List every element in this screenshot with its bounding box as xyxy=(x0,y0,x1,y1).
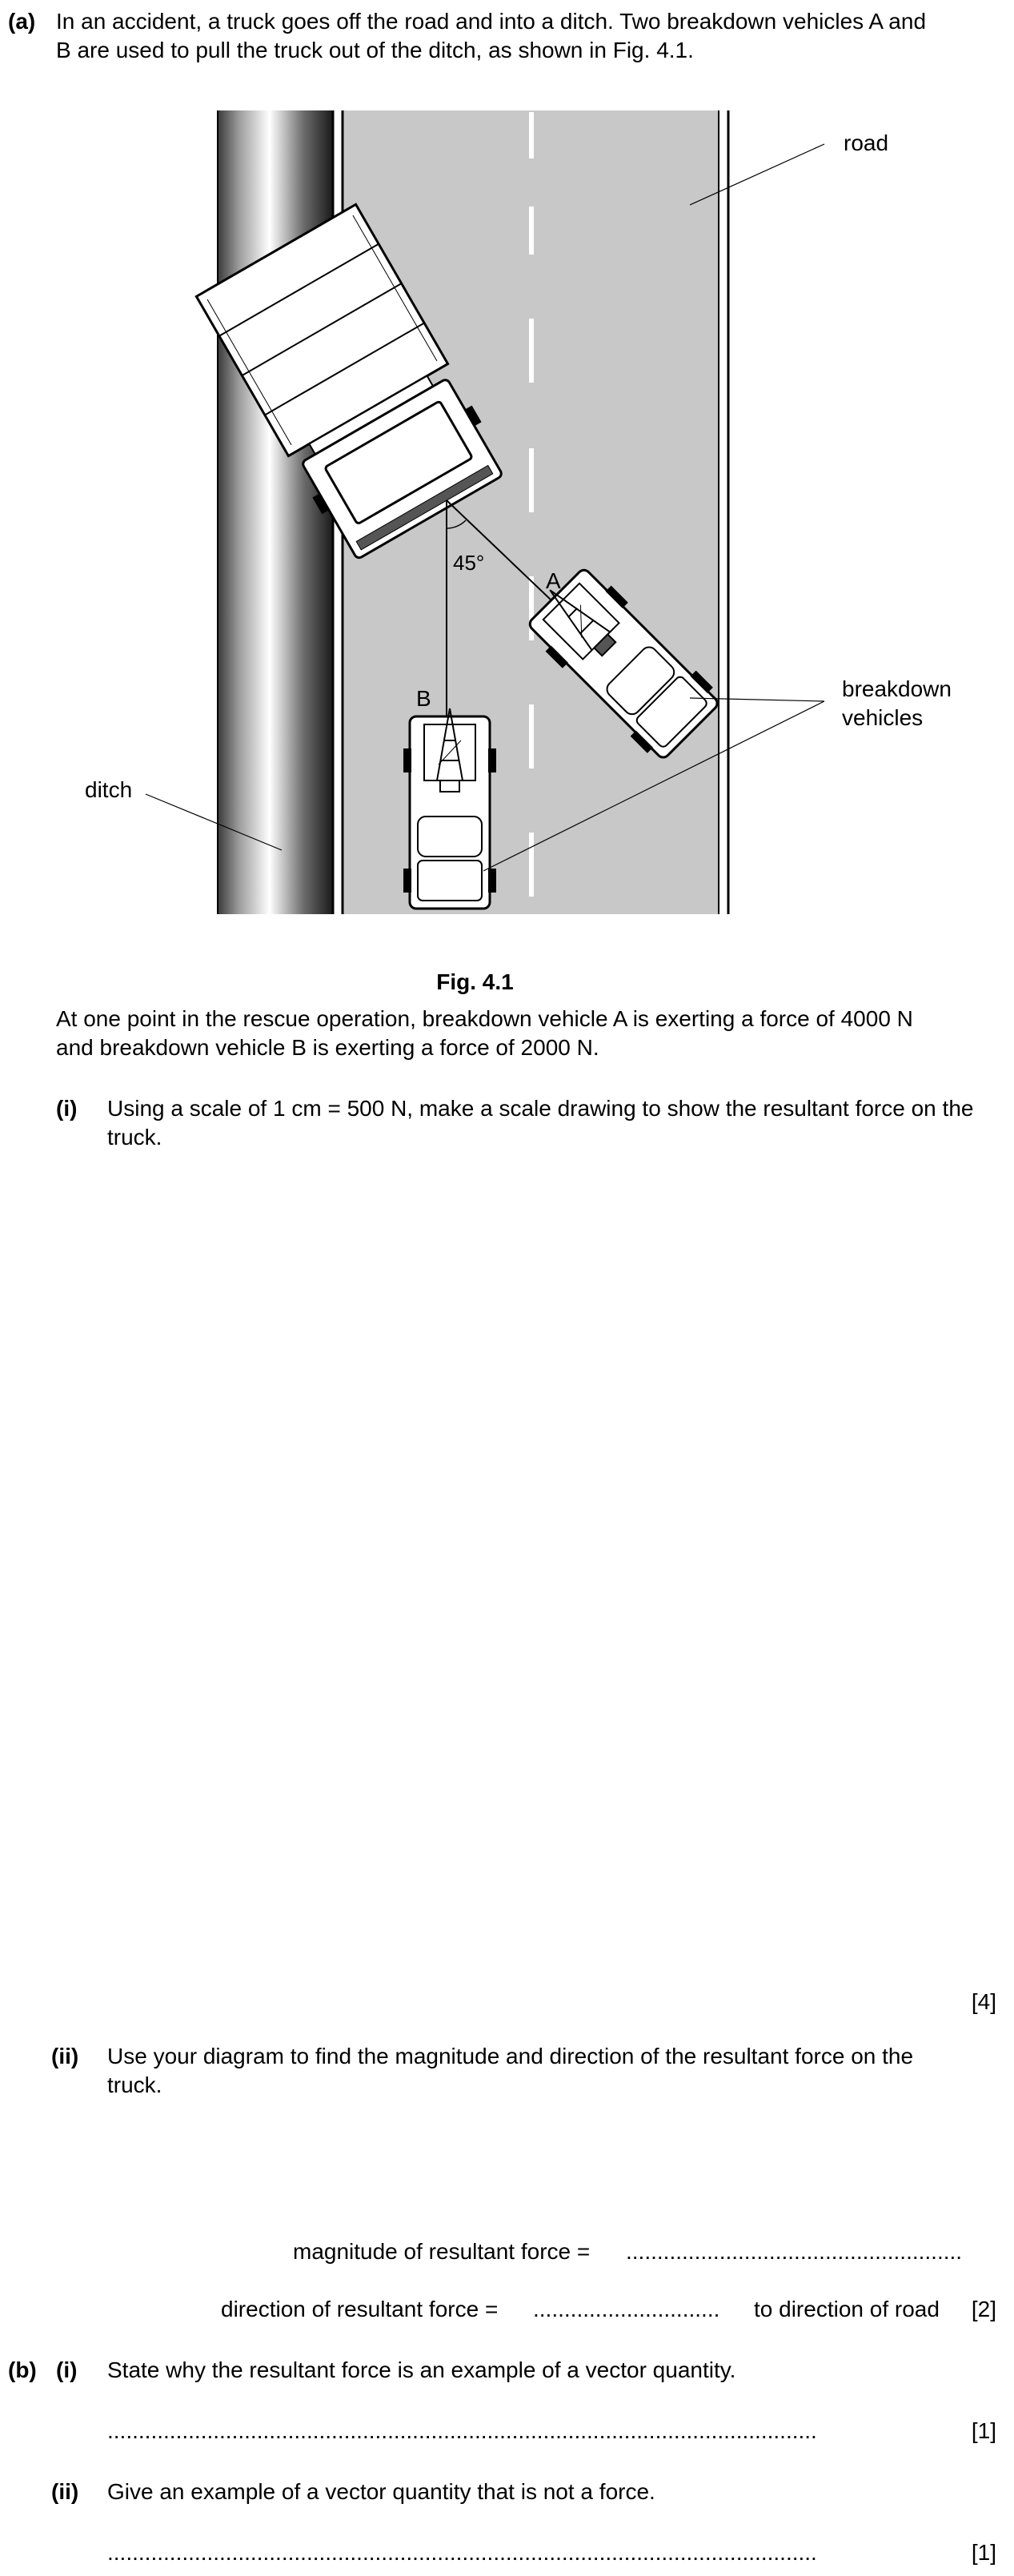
intro-line-2: B are used to pull the truck out of the ditch, as shown in Fig. 4.1. xyxy=(56,38,694,62)
q-a-i-marks: [4] xyxy=(971,1989,996,2014)
part-a-label: (a) xyxy=(8,9,36,34)
q-b-ii-text: Give an example of a vector quantity that is not a force. xyxy=(107,2479,655,2504)
road-label: road xyxy=(844,130,889,155)
q-a-i-line-1: Using a scale of 1 cm = 500 N, make a scale drawing to show the resultant force on the xyxy=(107,1096,974,1121)
q-a-ii-line-2: truck. xyxy=(107,2072,162,2097)
q-a-ii-label: (ii) xyxy=(51,2044,79,2068)
breakdown-label-2: vehicles xyxy=(842,705,924,730)
q-a-i-line-2: truck. xyxy=(107,1125,162,1150)
ditch-label: ditch xyxy=(85,777,133,802)
force-line-2: and breakdown vehicle B is exerting a force of 2000 N. xyxy=(56,1035,599,1060)
figure-caption: Fig. 4.1 xyxy=(436,969,514,994)
force-line-1: At one point in the rescue operation, breakdown vehicle A is exerting a force of 4000 N xyxy=(56,1006,913,1031)
magnitude-label: magnitude of resultant force = xyxy=(293,2239,591,2264)
q-b-ii-label: (ii) xyxy=(51,2479,79,2504)
q-b-i-marks: [1] xyxy=(971,2418,996,2443)
q-b-i-text: State why the resultant force is an example of a vector quantity. xyxy=(107,2357,736,2382)
figure-4-1 xyxy=(0,0,1014,993)
direction-label: direction of resultant force = xyxy=(221,2297,499,2321)
angle-label: 45° xyxy=(453,551,485,575)
direction-answer-line[interactable]: .............................. xyxy=(533,2297,720,2321)
direction-suffix: to direction of road xyxy=(754,2297,940,2321)
q-a-ii-line-1: Use your diagram to find the magnitude and direction of the resultant force on the xyxy=(107,2044,914,2068)
q-b-ii-answer-line[interactable]: .................................................................................................................. xyxy=(107,2540,817,2565)
part-b-label: (b) xyxy=(8,2357,37,2382)
vehicle-a-label: A xyxy=(546,568,561,593)
vehicle-b-label: B xyxy=(416,686,431,711)
q-a-i-label: (i) xyxy=(56,1096,78,1121)
q-a-ii-marks: [2] xyxy=(971,2297,996,2321)
q-b-ii-marks: [1] xyxy=(971,2540,996,2565)
q-b-i-answer-line[interactable]: .................................................................................................................. xyxy=(107,2418,817,2443)
vehicle-b xyxy=(403,708,496,909)
magnitude-answer-line[interactable]: ...................................................... xyxy=(626,2239,963,2264)
q-b-i-label: (i) xyxy=(56,2357,78,2382)
intro-line-1: In an accident, a truck goes off the road and into a ditch. Two breakdown vehicles A and xyxy=(56,9,927,34)
breakdown-label-1: breakdown xyxy=(842,676,952,701)
